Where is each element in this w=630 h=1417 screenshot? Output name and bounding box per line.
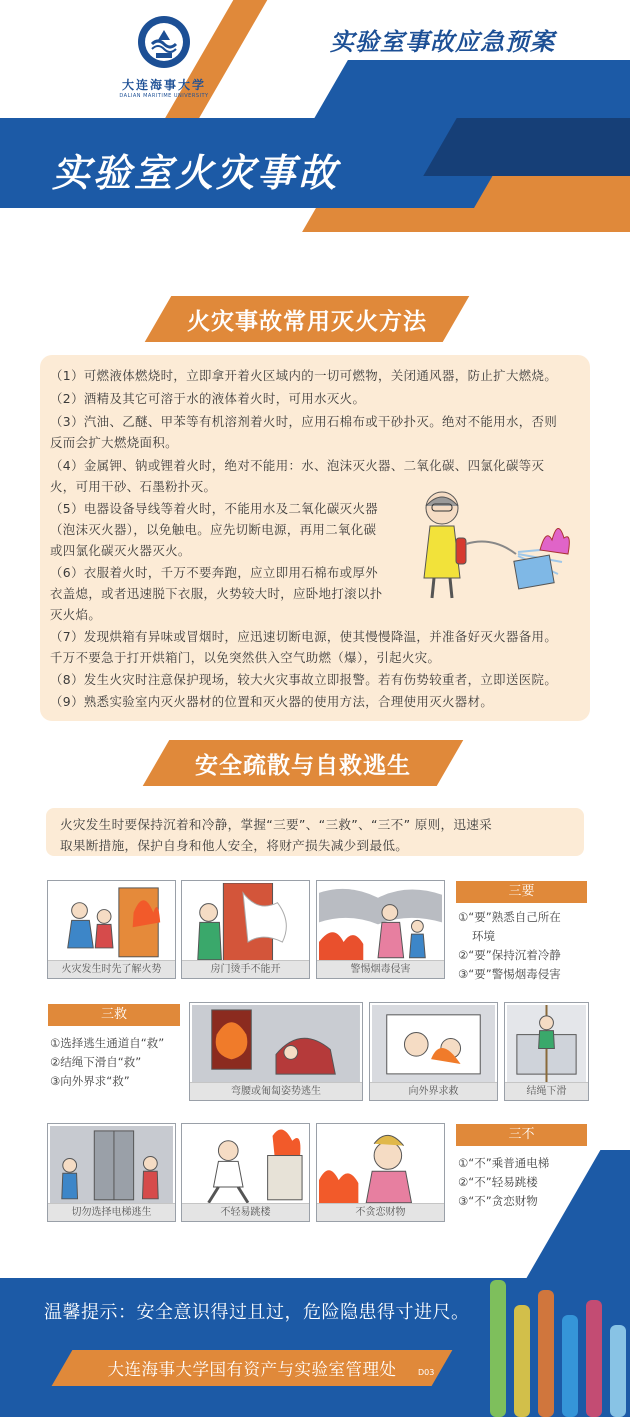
method-line: （1）可燃液体燃烧时，立即拿开着火区域内的一切可燃物，关闭通风器，防止扩大燃烧。 <box>50 368 558 383</box>
document-title: 实验室事故应急预案 <box>330 28 555 56</box>
method-line: （2）酒精及其它可溶于水的液体着火时，可用水灭火。 <box>50 391 366 406</box>
method-line: （9）熟悉实验室内灭火器材的位置和灭火器的使用方法，合理使用灭火器材。 <box>50 694 494 709</box>
illustration-caption: 房门烫手不能开 <box>182 960 309 978</box>
university-logo <box>108 14 220 99</box>
method-line: （4）金属钾、钠或锂着火时，绝对不能用：水、泡沫灭火器、二氧化碳、四氯化碳等灭 <box>50 458 545 473</box>
illustration-rope-descent <box>504 1002 589 1101</box>
illustration-caption: 结绳下滑 <box>505 1082 588 1100</box>
illustration-caption: 不轻易跳楼 <box>182 1203 309 1221</box>
method-line: 灭火焰。 <box>50 607 102 622</box>
document-code: D03 <box>418 1368 435 1377</box>
intro-line: 取果断措施，保护自身和他人安全，将财产损失减少到最低。 <box>60 838 409 853</box>
illustration-caption: 切勿选择电梯逃生 <box>48 1203 175 1221</box>
illustration-crawl-escape <box>189 1002 363 1101</box>
san-jiu-item: ③向外界求“救” <box>50 1074 130 1088</box>
illustration-caption: 火灾发生时先了解火势 <box>48 960 175 978</box>
san-yao-item: ③“要”警惕烟毒侵害 <box>458 967 561 981</box>
organization-bar <box>62 1350 442 1386</box>
illustration-no-elevator <box>47 1123 176 1222</box>
method-line: （7）发现烘箱有异味或冒烟时，应迅速切断电源，使其慢慢降温，并准备好灭火器备用。 <box>50 629 558 644</box>
san-yao-item: 环境 <box>472 929 495 943</box>
method-line: （6）衣服着火时，千万不要奔跑，应立即用石棉布或厚外 <box>50 565 379 580</box>
page-title: 实验室火灾事故 <box>52 151 340 195</box>
method-line: 千万不要急于打开烘箱门，以免突然供入空气助燃（爆），引起火灾。 <box>50 650 441 665</box>
method-line: 反而会扩大燃烧面积。 <box>50 435 178 450</box>
university-emblem-icon <box>136 14 192 70</box>
san-jiu-label: 三救 <box>48 1004 180 1026</box>
organization-name: 大连海事大学国有资产与实验室管理处 <box>107 1360 397 1379</box>
evacuation-intro <box>46 808 584 856</box>
san-bu-item: ③“不”贪恋财物 <box>458 1194 538 1208</box>
illustration-call-help <box>369 1002 498 1101</box>
san-jiu-item: ②结绳下滑自“救” <box>50 1055 142 1069</box>
illustration-hot-door <box>181 880 310 979</box>
illustration-no-jump <box>181 1123 310 1222</box>
evacuation-heading-text: 安全疏散与自救逃生 <box>195 752 411 779</box>
method-line: （8）发生火灾时注意保护现场，较大火灾事故立即报警。若有伤势较重者，立即送医院。 <box>50 672 558 687</box>
methods-heading <box>158 296 456 342</box>
san-bu-label: 三不 <box>456 1124 587 1146</box>
illustration-caption: 弯腰或匍匐姿势逃生 <box>190 1082 362 1100</box>
illustration-caption: 向外界求救 <box>370 1082 497 1100</box>
safety-tip: 温馨提示：安全意识得过且过，危险隐患得寸进尺。 <box>44 1302 470 1323</box>
evacuation-heading <box>156 740 450 786</box>
san-bu-item: ②“不”轻易跳楼 <box>458 1175 538 1189</box>
illustration-no-valuables <box>316 1123 445 1222</box>
banner-decor-dark <box>423 118 630 176</box>
intro-line: 火灾发生时要保持沉着和冷静，掌握“三要”、“三救”、“三不” 原则，迅速采 <box>60 817 493 832</box>
san-yao-item: ②“要”保持沉着冷静 <box>458 948 561 962</box>
method-line: （3）汽油、乙醚、甲苯等有机溶剂着火时，应用石棉布或干砂扑灭。绝对不能用水，否则 <box>50 414 558 429</box>
illustration-caption: 不贪恋财物 <box>317 1203 444 1221</box>
method-line: （5）电器设备导线等着火时，不能用水及二氧化碳灭火器 <box>50 501 379 516</box>
san-jiu-item: ①选择逃生通道自“救” <box>50 1036 165 1050</box>
fire-extinguisher-illustration <box>412 488 582 608</box>
san-yao-label: 三要 <box>456 881 587 903</box>
decor-stripe-blue <box>312 60 630 122</box>
method-line: （泡沫灭火器），以免触电。应先切断电源，再用二氧化碳 <box>50 522 377 537</box>
logo-text-en: DALIAN MARITIME UNIVERSITY <box>119 93 209 99</box>
test-tubes-illustration <box>470 1250 630 1417</box>
illustration-caption: 警惕烟毒侵害 <box>317 960 444 978</box>
method-line: 火，可用干砂、石墨粉扑灭。 <box>50 479 217 494</box>
san-yao-item: ①“要”熟悉自己所在 <box>458 910 561 924</box>
logo-text-cn: 大连海事大学 <box>121 78 206 92</box>
method-line: 或四氯化碳灭火器灭火。 <box>50 543 191 558</box>
methods-heading-text: 火灾事故常用灭火方法 <box>187 308 427 335</box>
illustration-smoke <box>316 880 445 979</box>
method-line: 衣盖熄，或者迅速脱下衣服，火势较大时，应卧地打滚以扑 <box>50 586 383 601</box>
san-bu-item: ①“不”乘普通电梯 <box>458 1156 550 1170</box>
illustration-fire-assess <box>47 880 176 979</box>
